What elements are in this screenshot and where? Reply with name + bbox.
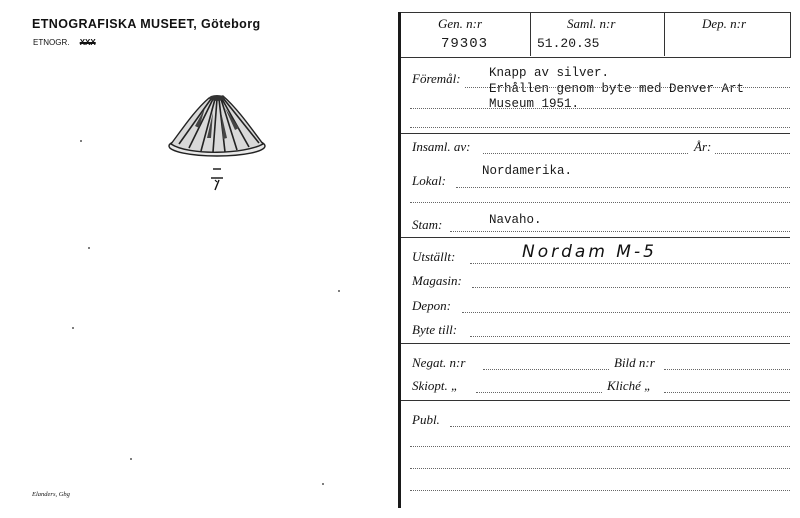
dotted-rule xyxy=(410,490,790,491)
dotted-rule xyxy=(470,263,790,264)
section-rule xyxy=(401,400,790,401)
bild-nr-label: Bild n:r xyxy=(614,355,655,370)
dep-nr-label: Dep. n:r xyxy=(702,16,747,31)
etnogr-label: ETNOGR. xyxy=(33,38,70,47)
lokal-value: Nordamerika. xyxy=(482,164,573,178)
byte-till-label: Byte till: xyxy=(412,322,458,337)
kliche-label: Kliché „ xyxy=(607,378,652,393)
dotted-rule xyxy=(410,446,790,447)
dotted-rule xyxy=(456,187,790,188)
dotted-rule xyxy=(410,468,790,469)
foremal-line-1: Knapp av silver. xyxy=(489,66,610,80)
lokal-label: Lokal: xyxy=(412,173,446,188)
section-rule xyxy=(401,237,790,238)
dotted-rule xyxy=(462,312,790,313)
gen-nr-label: Gen. n:r xyxy=(438,16,483,31)
utstallt-label: Utställt: xyxy=(412,249,456,264)
section-rule xyxy=(401,343,790,344)
speck xyxy=(338,290,340,292)
museum-title: ETNOGRAFISKA MUSEET, Göteborg xyxy=(32,17,261,31)
speck xyxy=(80,140,82,142)
dotted-rule xyxy=(410,202,790,203)
dotted-rule xyxy=(465,87,790,88)
publ-label: Publ. xyxy=(412,412,440,427)
dotted-rule xyxy=(476,392,602,393)
foremal-label: Föremål: xyxy=(412,71,461,86)
stam-value: Navaho. xyxy=(489,213,542,227)
scale-mark xyxy=(207,166,227,196)
section-rule xyxy=(401,133,790,134)
foremal-line-3: Museum 1951. xyxy=(489,97,580,111)
stam-label: Stam: xyxy=(412,217,443,232)
utstallt-value: Nordam M-5 xyxy=(522,242,657,262)
speck xyxy=(72,327,74,329)
scale-mark-glyph xyxy=(207,166,227,192)
depon-label: Depon: xyxy=(412,298,451,313)
speck xyxy=(130,458,132,460)
card-divider xyxy=(398,12,401,508)
dotted-rule xyxy=(483,153,688,154)
header-separator xyxy=(664,12,665,56)
dotted-rule xyxy=(450,426,790,427)
dotted-rule xyxy=(450,231,790,232)
foremal-line-2: Erhållen genom byte med Denver Art xyxy=(489,82,745,96)
dotted-rule xyxy=(715,153,790,154)
dotted-rule xyxy=(410,108,790,109)
ar-label: År: xyxy=(694,139,712,154)
speck xyxy=(322,483,324,485)
speck xyxy=(88,247,90,249)
skiopt-label: Skiopt. „ xyxy=(412,378,459,393)
etnogr-struck-number: XXX xyxy=(79,38,96,47)
saml-nr-value: 51.20.35 xyxy=(537,36,600,51)
magasin-label: Magasin: xyxy=(412,273,462,288)
dotted-rule xyxy=(410,127,790,128)
dotted-rule xyxy=(470,336,790,337)
negat-nr-label: Negat. n:r xyxy=(412,355,466,370)
header-separator xyxy=(530,12,531,56)
dotted-rule xyxy=(472,287,790,288)
dotted-rule xyxy=(483,369,609,370)
gen-nr-value: 79303 xyxy=(441,36,489,52)
saml-nr-label: Saml. n:r xyxy=(567,16,616,31)
printer-imprint: Elanders, Gbg xyxy=(32,491,70,498)
silver-button-illustration xyxy=(165,88,271,160)
dotted-rule xyxy=(664,392,790,393)
insaml-label: Insaml. av: xyxy=(412,139,471,154)
dotted-rule xyxy=(664,369,790,370)
etnogr-line xyxy=(33,38,96,47)
